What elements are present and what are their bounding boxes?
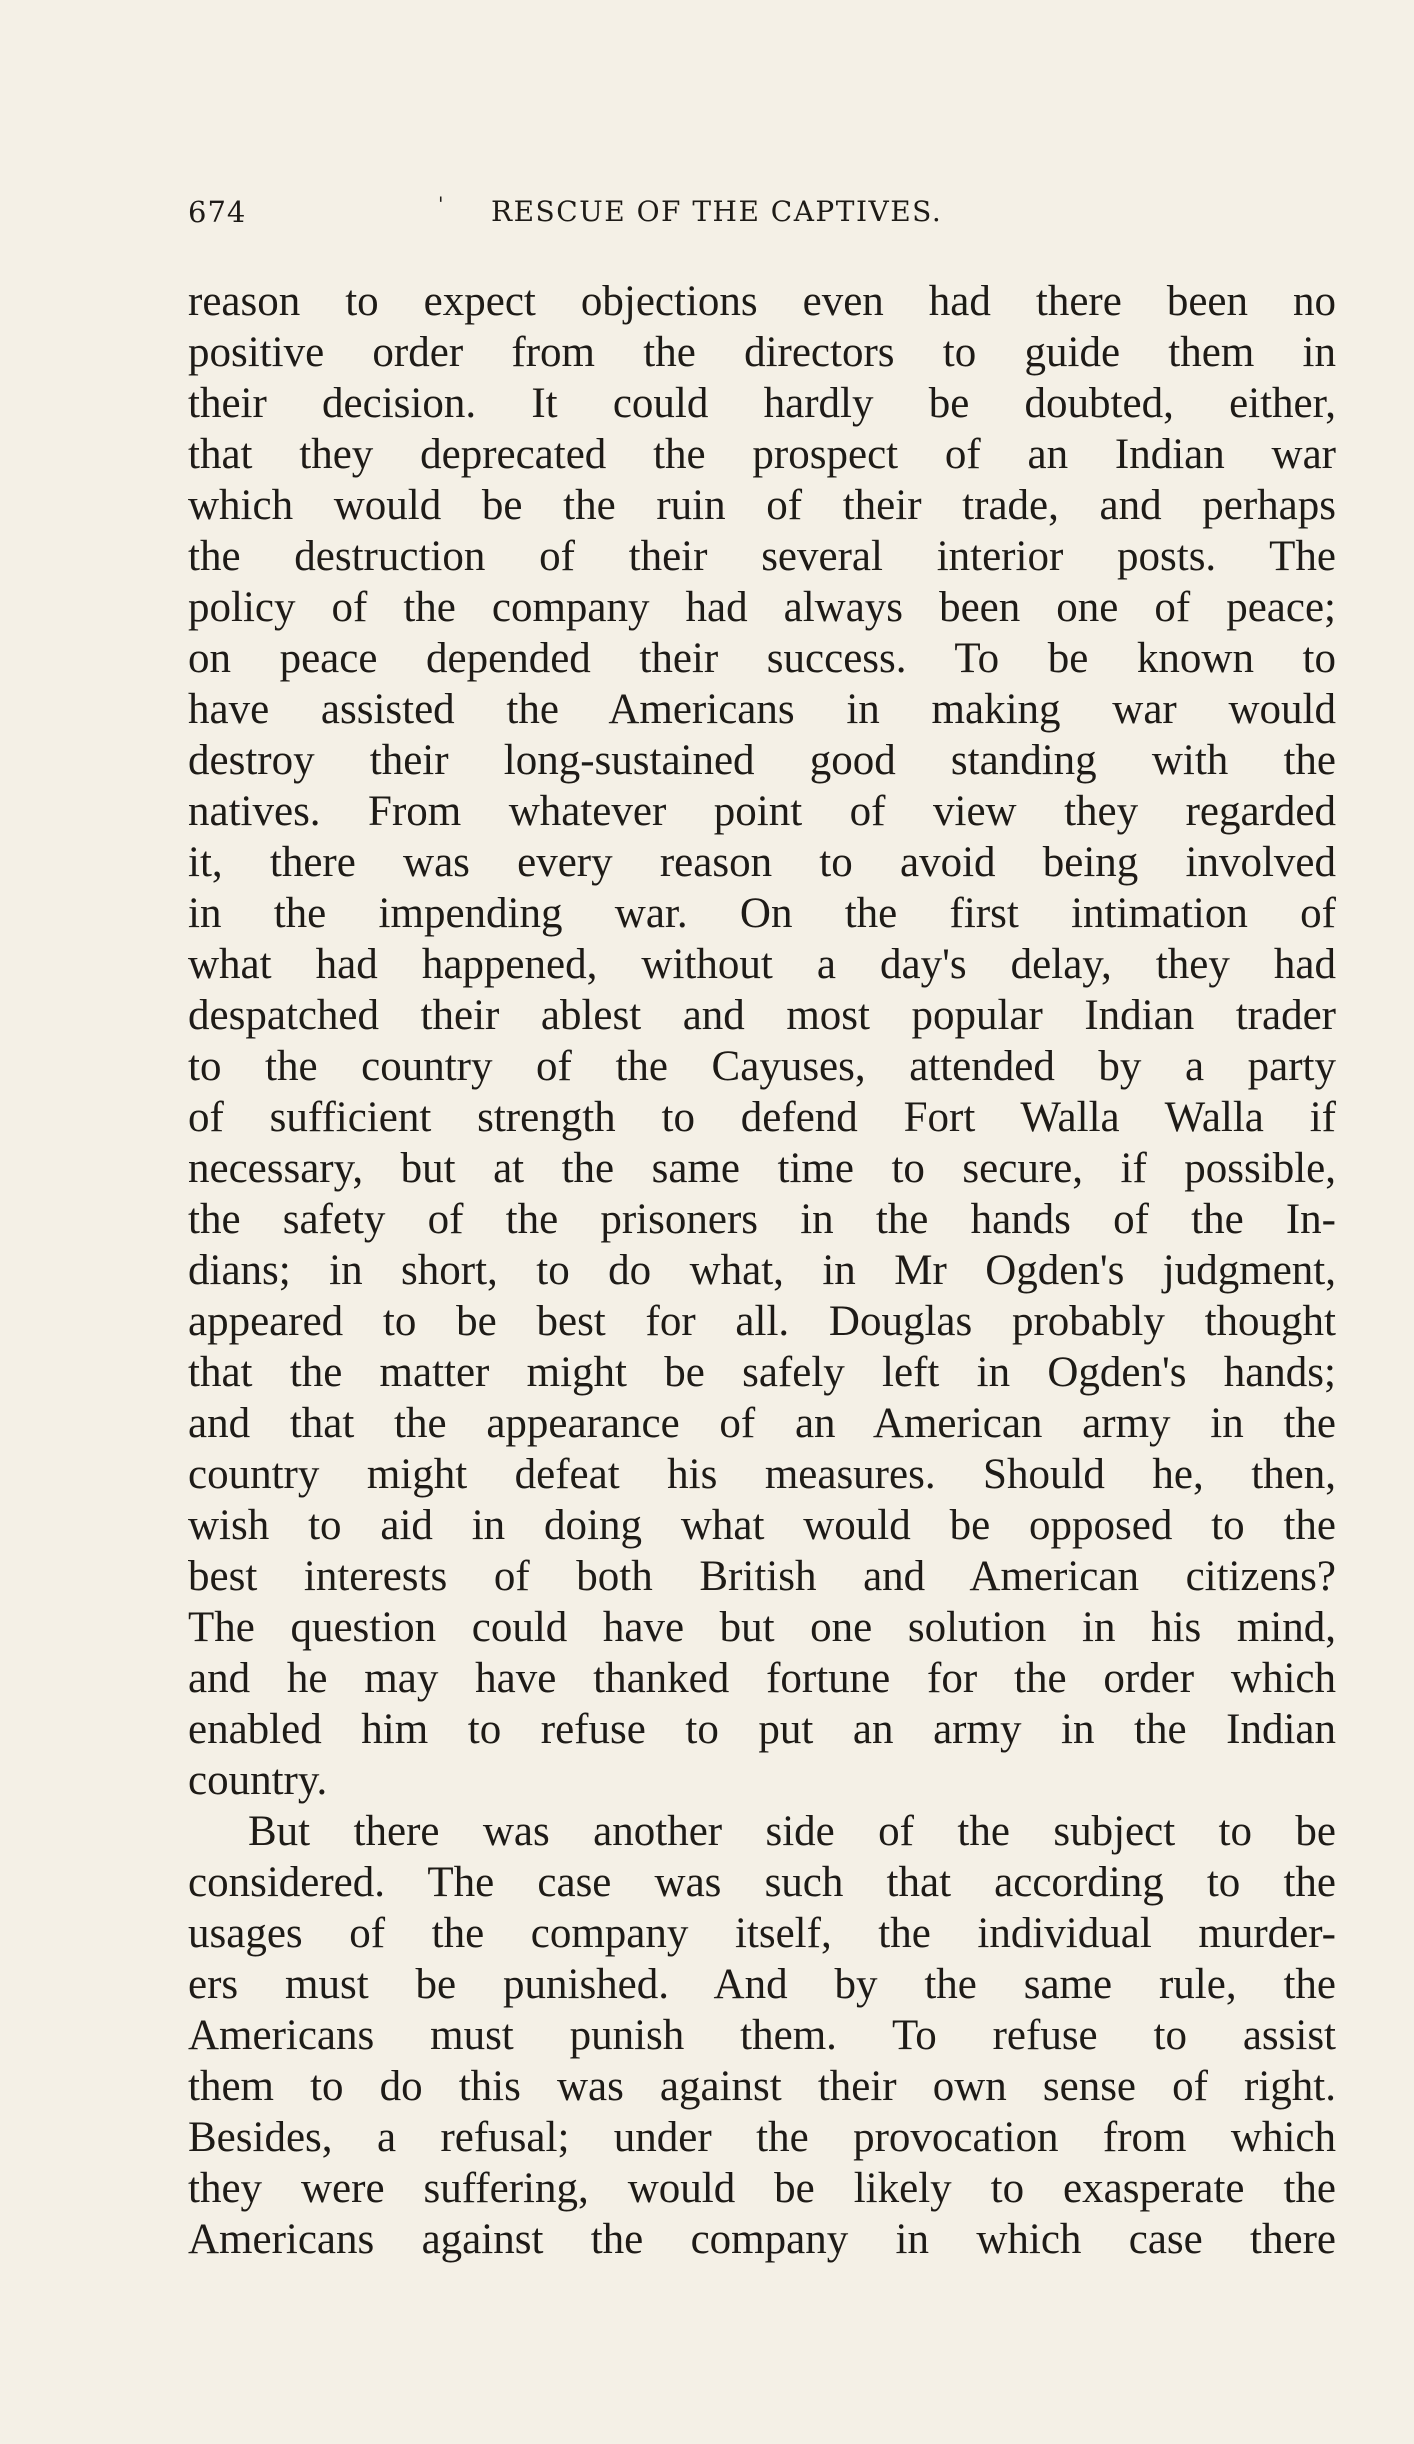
text-line: it, there was every reason to avoid being involved [188,839,1336,886]
text-line: which would be the ruin of their trade, and perhaps [188,482,1336,529]
text-line: Americans must punish them. To refuse to assist [188,2012,1336,2059]
text-line: country might defeat his measures. Should he, then, [188,1451,1336,1498]
body-text [188,276,1336,2265]
text-line: that the matter might be safely left in Ogden's hands; [188,1349,1336,1396]
text-line: country. [188,1757,328,1804]
text-line: wish to aid in doing what would be opposed to the [188,1502,1336,1549]
paragraph-2 [188,1806,1336,2265]
text-line: the destruction of their several interior posts. The [188,533,1336,580]
text-line: ers must be punished. And by the same rule, the [188,1961,1336,2008]
text-line: best interests of both British and American citizens? [188,1553,1336,1600]
text-line: and that the appearance of an American army in the [188,1400,1336,1447]
text-line: Americans against the company in which case there [188,2216,1336,2263]
text-line: on peace depended their success. To be known to [188,635,1336,682]
text-line: Besides, a refusal; under the provocation from which [188,2114,1336,2161]
running-head [188,192,1336,232]
text-line: policy of the company had always been one of peace; [188,584,1336,631]
text-line: their decision. It could hardly be doubted, either, [188,380,1336,427]
text-line: have assisted the Americans in making war would [188,686,1336,733]
text-line: and he may have thanked fortune for the order which [188,1655,1336,1702]
text-line: destroy their long-sustained good standing with the [188,737,1336,784]
text-line: enabled him to refuse to put an army in the Indian [188,1706,1336,1753]
paragraph-1 [188,276,1336,1806]
text-line: they were suffering, would be likely to exasperate the [188,2165,1336,2212]
text-line: of sufficient strength to defend Fort Walla Walla if [188,1094,1336,1141]
page-number: 674 [188,195,247,229]
text-line: that they deprecated the prospect of an Indian war [188,431,1336,478]
text-line: usages of the company itself, the individual murder- [188,1910,1336,1957]
text-line: positive order from the directors to guide them in [188,329,1336,376]
text-line: necessary, but at the same time to secure, if possible, [188,1145,1336,1192]
text-line: natives. From whatever point of view they regarded [188,788,1336,835]
text-line: in the impending war. On the first intimation of [188,890,1336,937]
text-line: the safety of the prisoners in the hands of the In- [188,1196,1336,1243]
text-line: The question could have but one solution in his mind, [188,1604,1336,1651]
text-line: to the country of the Cayuses, attended by a party [188,1043,1336,1090]
text-line: reason to expect objections even had there been no [188,278,1336,325]
text-line: despatched their ablest and most popular Indian trader [188,992,1336,1039]
text-line: them to do this was against their own sense of right. [188,2063,1336,2110]
text-line: what had happened, without a day's delay, they had [188,941,1336,988]
text-line: considered. The case was such that according to the [188,1859,1336,1906]
text-line: dians; in short, to do what, in Mr Ogden's judgment, [188,1247,1336,1294]
text-line: appeared to be best for all. Douglas probably thought [188,1298,1336,1345]
header-mark: ' [438,192,444,216]
text-line: But there was another side of the subject to be [248,1808,1336,1855]
chapter-title: RESCUE OF THE CAPTIVES. [491,195,943,228]
